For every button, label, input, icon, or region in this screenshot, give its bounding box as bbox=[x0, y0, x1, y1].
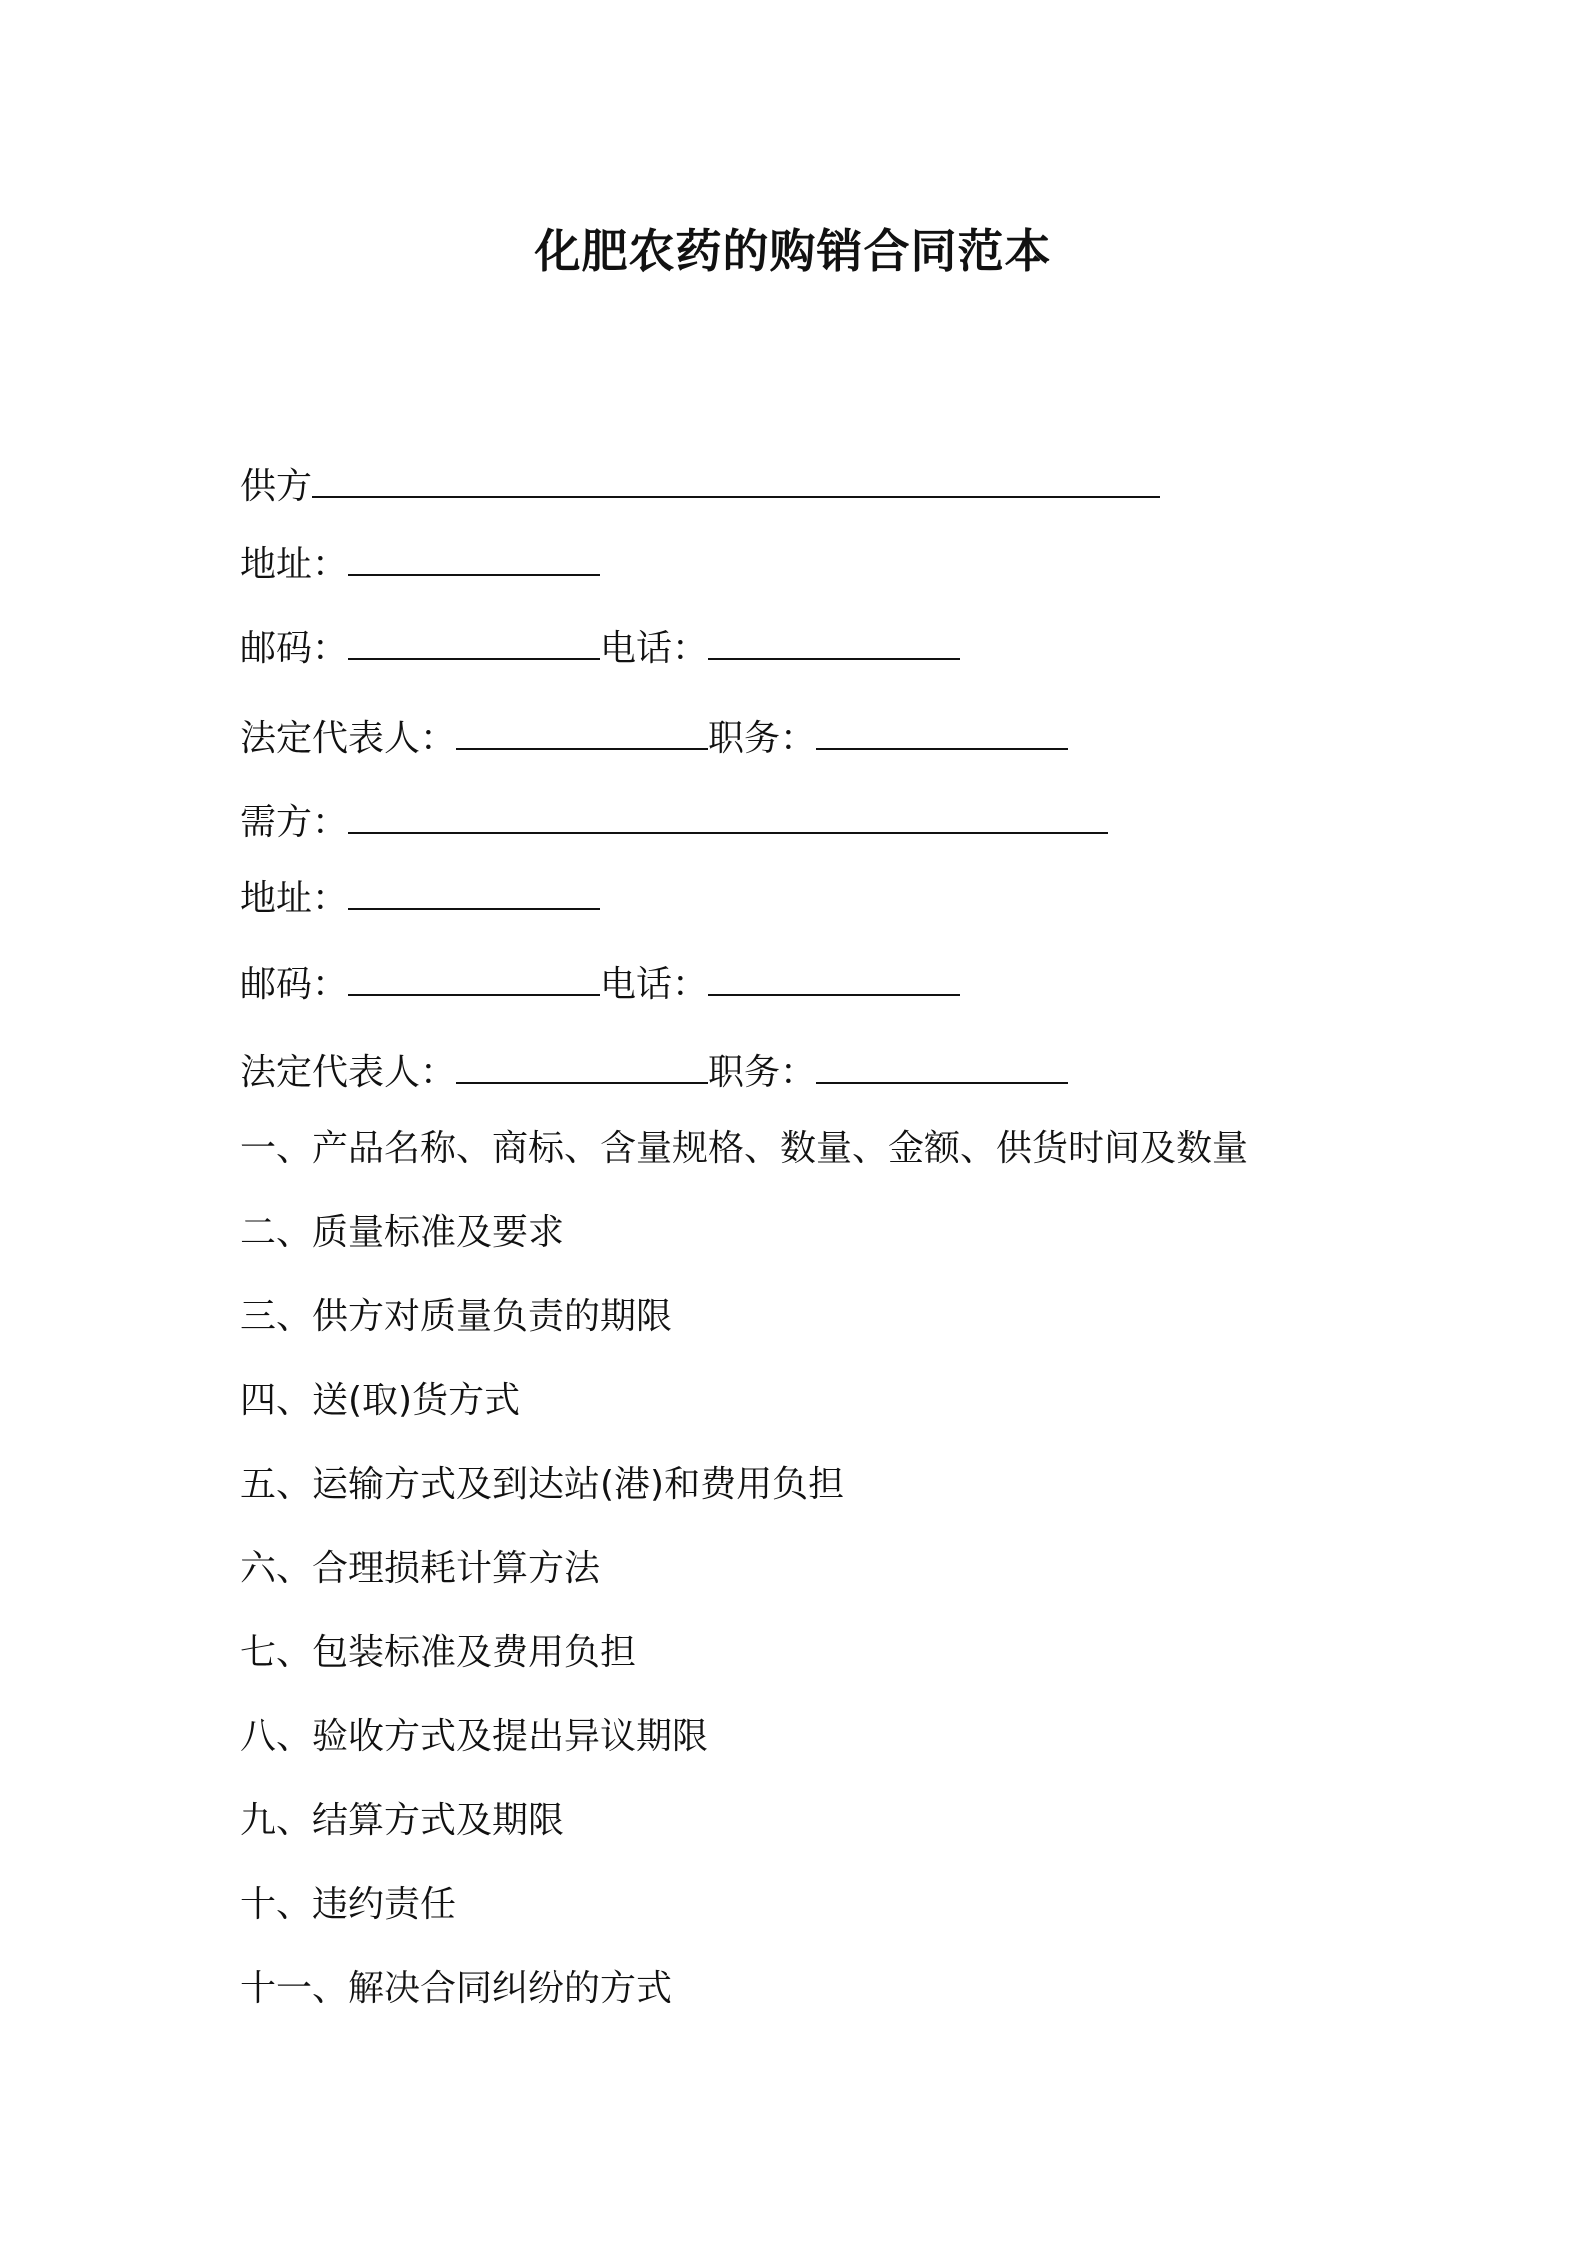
clause-item: 二、质量标准及要求 bbox=[240, 1212, 565, 1253]
buyer-contact-row bbox=[240, 958, 960, 1010]
buyer-party-row bbox=[240, 796, 1108, 848]
supplier-postcode-blank[interactable] bbox=[348, 622, 600, 660]
clause-item: 九、结算方式及期限 bbox=[240, 1800, 565, 1841]
buyer-address-label: 地址： bbox=[240, 878, 349, 919]
buyer-name-blank[interactable] bbox=[348, 796, 1108, 834]
supplier-name-blank[interactable] bbox=[312, 460, 1160, 498]
supplier-party-row bbox=[240, 460, 1160, 512]
buyer-party-label: 需方： bbox=[240, 802, 349, 843]
clause-item: 六、合理损耗计算方法 bbox=[240, 1548, 601, 1589]
supplier-contact-row bbox=[240, 622, 960, 674]
clause-item: 四、送(取)货方式 bbox=[240, 1380, 521, 1421]
supplier-postcode-label: 邮码： bbox=[240, 628, 349, 669]
clause-item: 十一、解决合同纠纷的方式 bbox=[240, 1968, 673, 2009]
buyer-position-blank[interactable] bbox=[816, 1046, 1068, 1084]
document-title: 化肥农药的购销合同范本 bbox=[534, 224, 1052, 278]
buyer-legal-rep-label: 法定代表人： bbox=[240, 1052, 457, 1093]
buyer-address-blank[interactable] bbox=[348, 872, 600, 910]
buyer-phone-label: 电话： bbox=[600, 964, 709, 1005]
supplier-phone-blank[interactable] bbox=[708, 622, 960, 660]
buyer-position-label: 职务： bbox=[708, 1052, 817, 1093]
buyer-postcode-blank[interactable] bbox=[348, 958, 600, 996]
clause-item: 七、包装标准及费用负担 bbox=[240, 1632, 637, 1673]
supplier-address-blank[interactable] bbox=[348, 538, 600, 576]
buyer-address-row bbox=[240, 872, 600, 924]
supplier-rep-row bbox=[240, 712, 1068, 764]
supplier-legal-rep-label: 法定代表人： bbox=[240, 718, 457, 759]
buyer-legal-rep-blank[interactable] bbox=[456, 1046, 708, 1084]
clause-item: 八、验收方式及提出异议期限 bbox=[240, 1716, 709, 1757]
buyer-phone-blank[interactable] bbox=[708, 958, 960, 996]
clause-item: 五、运输方式及到达站(港)和费用负担 bbox=[240, 1464, 845, 1505]
supplier-address-row bbox=[240, 538, 600, 590]
buyer-postcode-label: 邮码： bbox=[240, 964, 349, 1005]
clause-item: 三、供方对质量负责的期限 bbox=[240, 1296, 673, 1337]
supplier-position-blank[interactable] bbox=[816, 712, 1068, 750]
buyer-rep-row bbox=[240, 1046, 1068, 1098]
supplier-phone-label: 电话： bbox=[600, 628, 709, 669]
clause-item: 一、产品名称、商标、含量规格、数量、金额、供货时间及数量 bbox=[240, 1128, 1249, 1169]
supplier-address-label: 地址： bbox=[240, 544, 349, 585]
supplier-legal-rep-blank[interactable] bbox=[456, 712, 708, 750]
clause-item: 十、违约责任 bbox=[240, 1884, 457, 1925]
supplier-party-label: 供方 bbox=[240, 466, 313, 507]
supplier-position-label: 职务： bbox=[708, 718, 817, 759]
